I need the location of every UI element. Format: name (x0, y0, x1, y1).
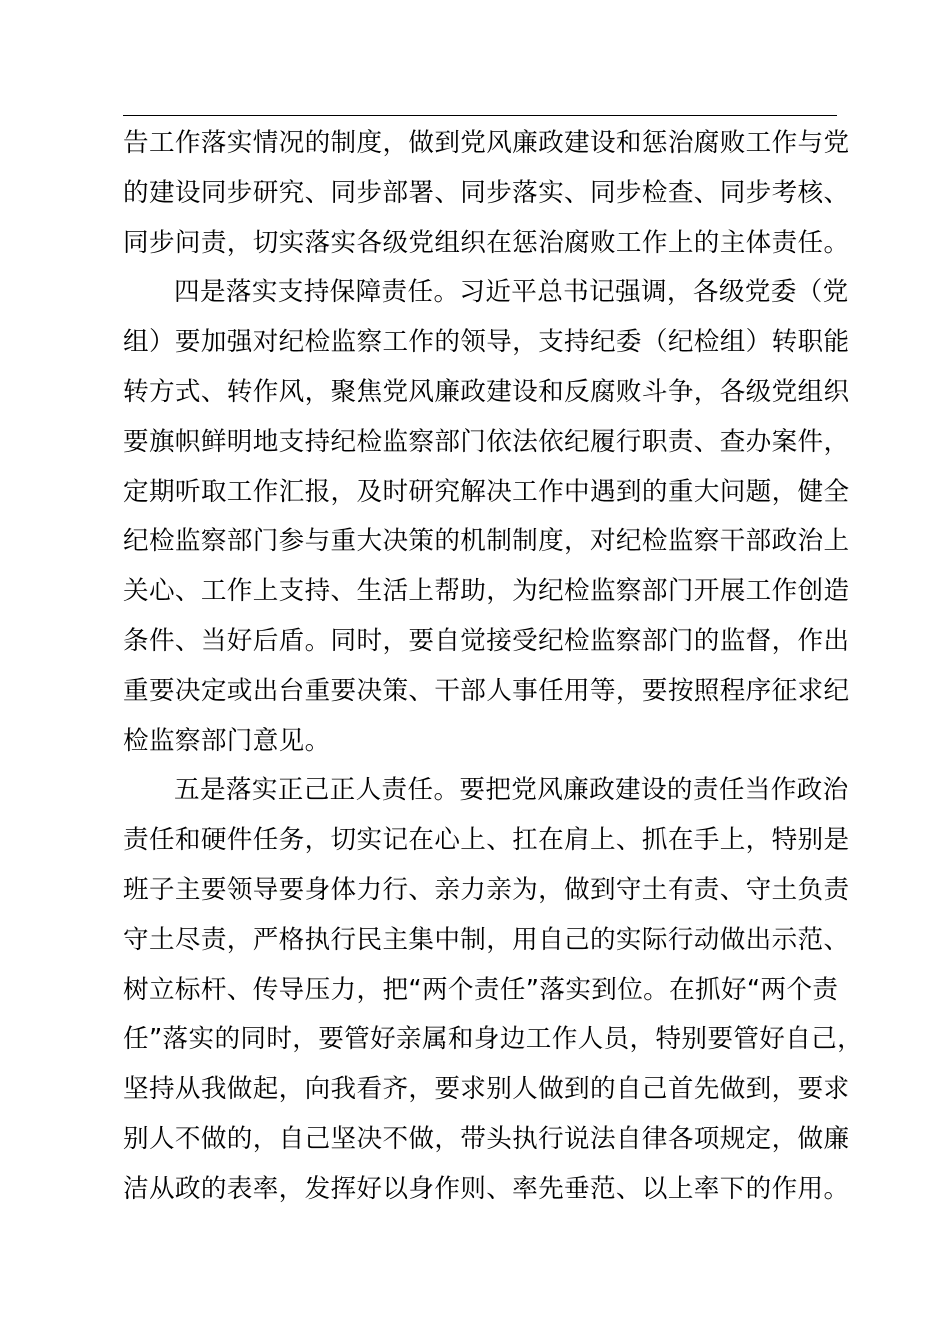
text-line: 组）要加强对纪检监察工作的领导，支持纪委（纪检组）转职能 (123, 327, 850, 358)
text-line: 守土尽责，严格执行民主集中制，用自己的实际行动做出示范、 (123, 924, 850, 955)
text-line: 转方式、转作风，聚焦党风廉政建设和反腐败斗争，各级党组织 (123, 376, 850, 407)
document-body (123, 119, 864, 1215)
text-line: 班子主要领导要身体力行、亲力亲为，做到守土有责、守土负责 (123, 874, 850, 905)
text-line: 纪检监察部门参与重大决策的机制制度，对纪检监察干部政治上 (123, 526, 850, 557)
header-rule (123, 115, 837, 116)
text-line: 要旗帜鲜明地支持纪检监察部门依法依纪履行职责、查办案件， (123, 426, 850, 457)
text-line: 树立标杆、传导压力，把“两个责任”落实到位。在抓好“两个责 (123, 974, 839, 1005)
text-line: 的建设同步研究、同步部署、同步落实、同步检查、同步考核、 (123, 177, 850, 208)
text-line: 坚持从我做起，向我看齐，要求别人做到的自己首先做到，要求 (123, 1074, 850, 1105)
text-line: 告工作落实情况的制度，做到党风廉政建设和惩治腐败工作与党 (123, 128, 850, 158)
text-line: 同步问责，切实落实各级党组织在惩治腐败工作上的主体责任。 (123, 227, 850, 258)
text-line: 洁从政的表率，发挥好以身作则、率先垂范、以上率下的作用。 (123, 1173, 850, 1204)
text-line: 重要决定或出台重要决策、干部人事任用等，要按照程序征求纪 (123, 675, 850, 706)
text-line: 别人不做的，自己坚决不做，带头执行说法自律各项规定，做廉 (123, 1123, 850, 1154)
text-line: 任”落实的同时，要管好亲属和身边工作人员，特别要管好自己， (123, 1024, 864, 1055)
text-line: 定期听取工作汇报，及时研究解决工作中遇到的重大问题，健全 (123, 476, 850, 507)
paragraph-2 (123, 268, 850, 766)
paragraph-3 (123, 766, 864, 1214)
text-line: 条件、当好后盾。同时，要自觉接受纪检监察部门的监督，作出 (123, 625, 850, 656)
text-line-first: 四是落实支持保障责任。习近平总书记强调，各级党委（党 (174, 277, 849, 308)
text-line: 检监察部门意见。 (123, 725, 331, 756)
text-line-first: 五是落实正己正人责任。要把党风廉政建设的责任当作政治 (174, 775, 849, 806)
text-line: 关心、工作上支持、生活上帮助，为纪检监察部门开展工作创造 (123, 576, 850, 607)
paragraph-1 (123, 119, 850, 268)
text-line: 责任和硬件任务，切实记在心上、扛在肩上、抓在手上，特别是 (123, 825, 850, 856)
